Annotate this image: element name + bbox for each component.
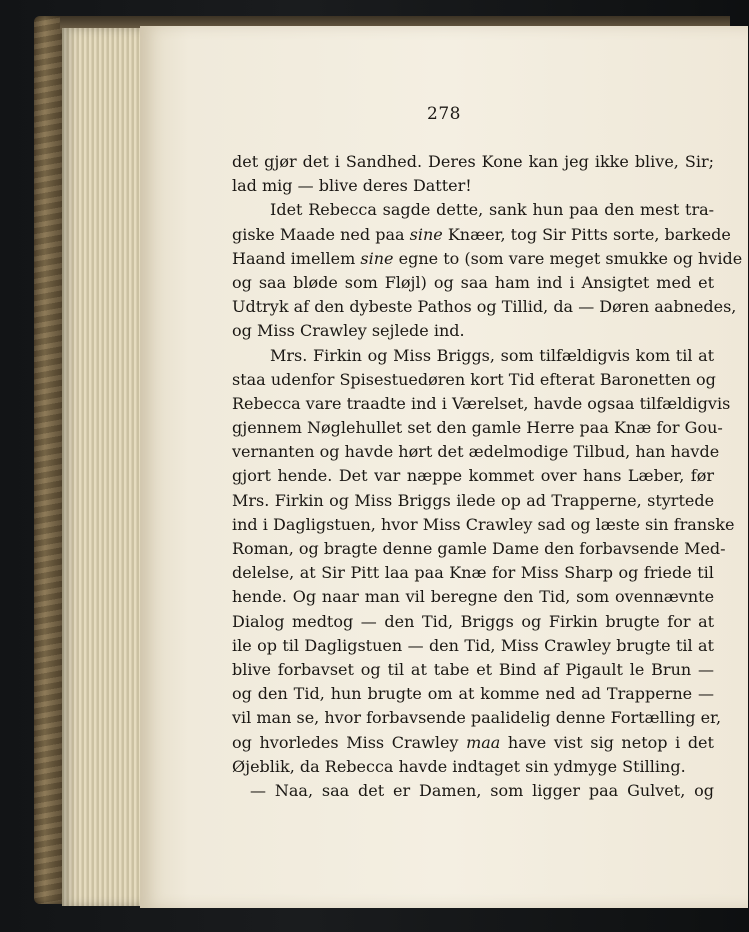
text-line: Roman, og bragte denne gamle Dame den forbavsende Med- [232,539,726,558]
text-line: Idet Rebecca sagde dette, sank hun paa den mest tra- [270,200,715,220]
text-line: og hvorledes Miss Crawley maa have vist sig netop i det [232,732,714,752]
text-line: — Naa, saa det er Damen, som ligger paa Gulvet, og [250,780,715,800]
text-line: det gjør det i Sandhed. Deres Kone kan jeg ikke blive, Sir; [232,152,715,171]
text-line: delelse, at Sir Pitt laa paa Knæ for Miss Sharp og friede til [232,563,714,583]
book-page [140,26,748,908]
text-line: giske Maade ned paa sine Knæer, tog Sir Pitts sorte, barkede [232,224,731,244]
text-line: gjort hende. Det var næppe kommet over hans Læber, før [232,466,714,486]
text-line: og den Tid, hun brugte om at komme ned ad Trapperne — [232,684,715,704]
text-line: ind i Dagligstuen, hvor Miss Crawley sad og læste sin franske [232,514,735,534]
text-line: Rebecca vare traadte ind i Værelset, havde ogsaa tilfældigvis [232,393,731,413]
text-line: Øjeblik, da Rebecca havde indtaget sin ydmyge Stilling. [232,756,686,776]
text-line: Haand imellem sine egne to (som vare meget smukke og hvide [232,248,743,268]
text-line: blive forbavset og til at tabe et Bind af Pigault le Brun — [232,659,714,679]
text-line: vil man se, hvor forbavsende paalidelig denne Fortælling er, [232,708,722,728]
text-line: Dialog medtog — den Tid, Briggs og Firkin brugte for at [232,611,715,631]
page-number: 278 [427,104,461,124]
text-line: vernanten og havde hørt det ædelmodige Tilbud, han havde [232,442,720,462]
text-line: og Miss Crawley sejlede ind. [232,321,465,341]
body-text [232,150,743,803]
page-edges-stack [62,28,144,906]
text-line: staa udenfor Spisestuedøren kort Tid efterat Baronetten og [232,369,716,389]
text-line: gjennem Nøglehullet set den gamle Herre paa Knæ for Gou- [232,418,723,438]
text-line: Mrs. Firkin og Miss Briggs, som tilfældigvis kom til at [270,345,715,365]
text-line: hende. Og naar man vil beregne den Tid, som ovennævnte [232,587,715,607]
text-line: lad mig — blive deres Datter! [232,176,472,196]
text-line: Mrs. Firkin og Miss Briggs ilede op ad Trapperne, styrtede [232,490,715,510]
text-line: Udtryk af den dybeste Pathos og Tillid, da — Døren aabnedes, [232,297,737,317]
text-line: og saa bløde som Fløjl) og saa ham ind i Ansigtet med et [232,272,715,292]
text-line: ile op til Dagligstuen — den Tid, Miss Crawley brugte til at [232,635,714,655]
